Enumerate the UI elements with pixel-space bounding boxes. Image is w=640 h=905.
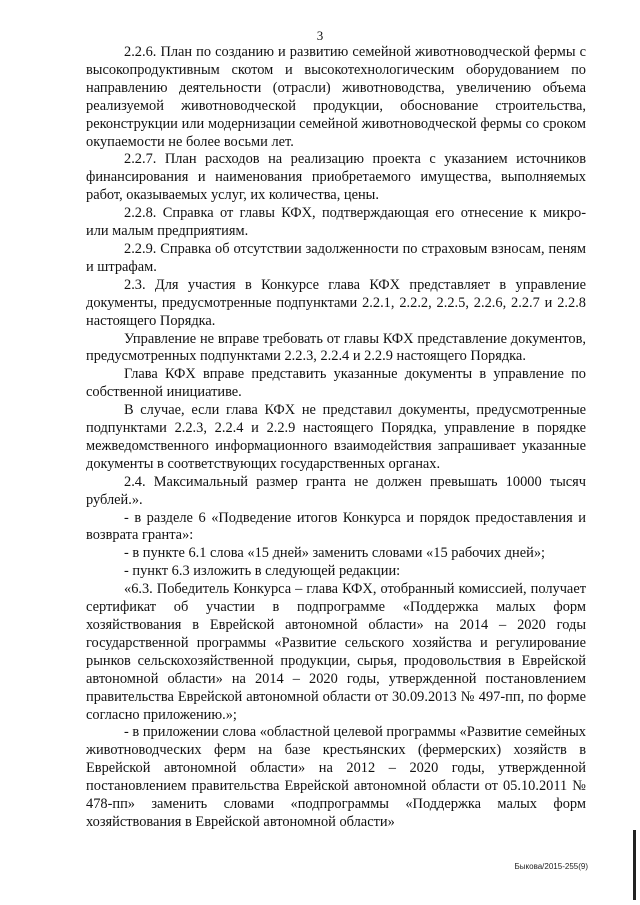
- paragraph-2-2-9: 2.2.9. Справка об отсутствии задолженности по страховым взносам, пеням и штрафам.: [86, 240, 586, 275]
- paragraph-2-2-7: 2.2.7. План расходов на реализацию проекта с указанием источников финансирования и наименования приобретаемого имущества, выполняемых работ, оказываемых услуг, их количества, цены.: [86, 151, 586, 204]
- paragraph-section-6: - в разделе 6 «Подведение итогов Конкурса и порядок предоставления и возврата гранта»:: [86, 509, 586, 544]
- page-number: 3: [316, 28, 324, 43]
- paragraph-clause-6-3-intro: - пункт 6.3 изложить в следующей редакции:: [124, 563, 401, 580]
- document-body: [86, 44, 586, 832]
- paragraph-2-4: 2.4. Максимальный размер гранта не должен превышать 10000 тысяч рублей.».: [86, 473, 586, 508]
- paragraph-2-2-8: 2.2.8. Справка от главы КФХ, подтверждающая его отнесение к микро- или малым предприятиям.: [86, 205, 586, 240]
- scan-edge-mark: [633, 830, 636, 900]
- paragraph-interagency-request: В случае, если глава КФХ не представил документы, предусмотренные подпунктами 2.2.3, 2.2.4 и 2.2.9 настоящего Порядка, управление в порядке межведомственного информационного взаимодействия запрашивает указанные документы в соответствующих государственных органах.: [86, 402, 586, 472]
- paragraph-own-initiative: Глава КФХ вправе представить указанные документы в управление по собственной инициативе.: [86, 366, 586, 401]
- document-code: Быкова/2015-255(9): [514, 862, 588, 871]
- paragraph-2-3: 2.3. Для участия в Конкурсе глава КФХ представляет в управление документы, предусмотренные подпунктами 2.2.1, 2.2.2, 2.2.5, 2.2.6, 2.2.7 и 2.2.8 настоящего Порядка.: [86, 276, 586, 329]
- paragraph-clause-6-1: - в пункте 6.1 слова «15 дней» заменить словами «15 рабочих дней»;: [124, 545, 546, 562]
- paragraph-clause-6-3: «6.3. Победитель Конкурса – глава КФХ, отобранный комиссией, получает сертификат об участии в подпрограмме «Поддержка малых форм хозяйствования в Еврейской автономной области» на 2014 – 2020 годы государственной программы «Развитие сельского хозяйства и регулирование рынков сельскохозяйственной продукции, сырья, продовольствия в Еврейской автономной области» на 2014 – 2020 годы, утвержденной постановлением правительства Еврейской автономной области от 30.09.2013 № 497-пп, по форме согласно приложению.»;: [86, 581, 586, 723]
- paragraph-management-restriction: Управление не вправе требовать от главы КФХ представление документов, предусмотренных подпунктами 2.2.3, 2.2.4 и 2.2.9 настоящего Порядка.: [86, 330, 586, 365]
- paragraph-appendix-change: - в приложении слова «областной целевой программы «Развитие семейных животноводческих ферм на базе крестьянских (фермерских) хозяйств в Еврейской автономной области» на 2012 – 2020 годы, утвержденной постановлением правительства Еврейской автономной области от 05.10.2011 № 478-пп» заменить словами «подпрограммы «Поддержка малых форм хозяйствования в Еврейской автономной области»: [86, 724, 586, 830]
- paragraph-2-2-6: 2.2.6. План по созданию и развитию семейной животноводческой фермы с высокопродуктивным скотом и высокотехнологическим оборудованием по направлению деятельности (отрасли) животноводства, увеличению объема реализуемой животноводческой продукции, обоснование строительства, реконструкции или модернизации семейной животноводческой фермы со сроком окупаемости не более восьми лет.: [86, 44, 586, 150]
